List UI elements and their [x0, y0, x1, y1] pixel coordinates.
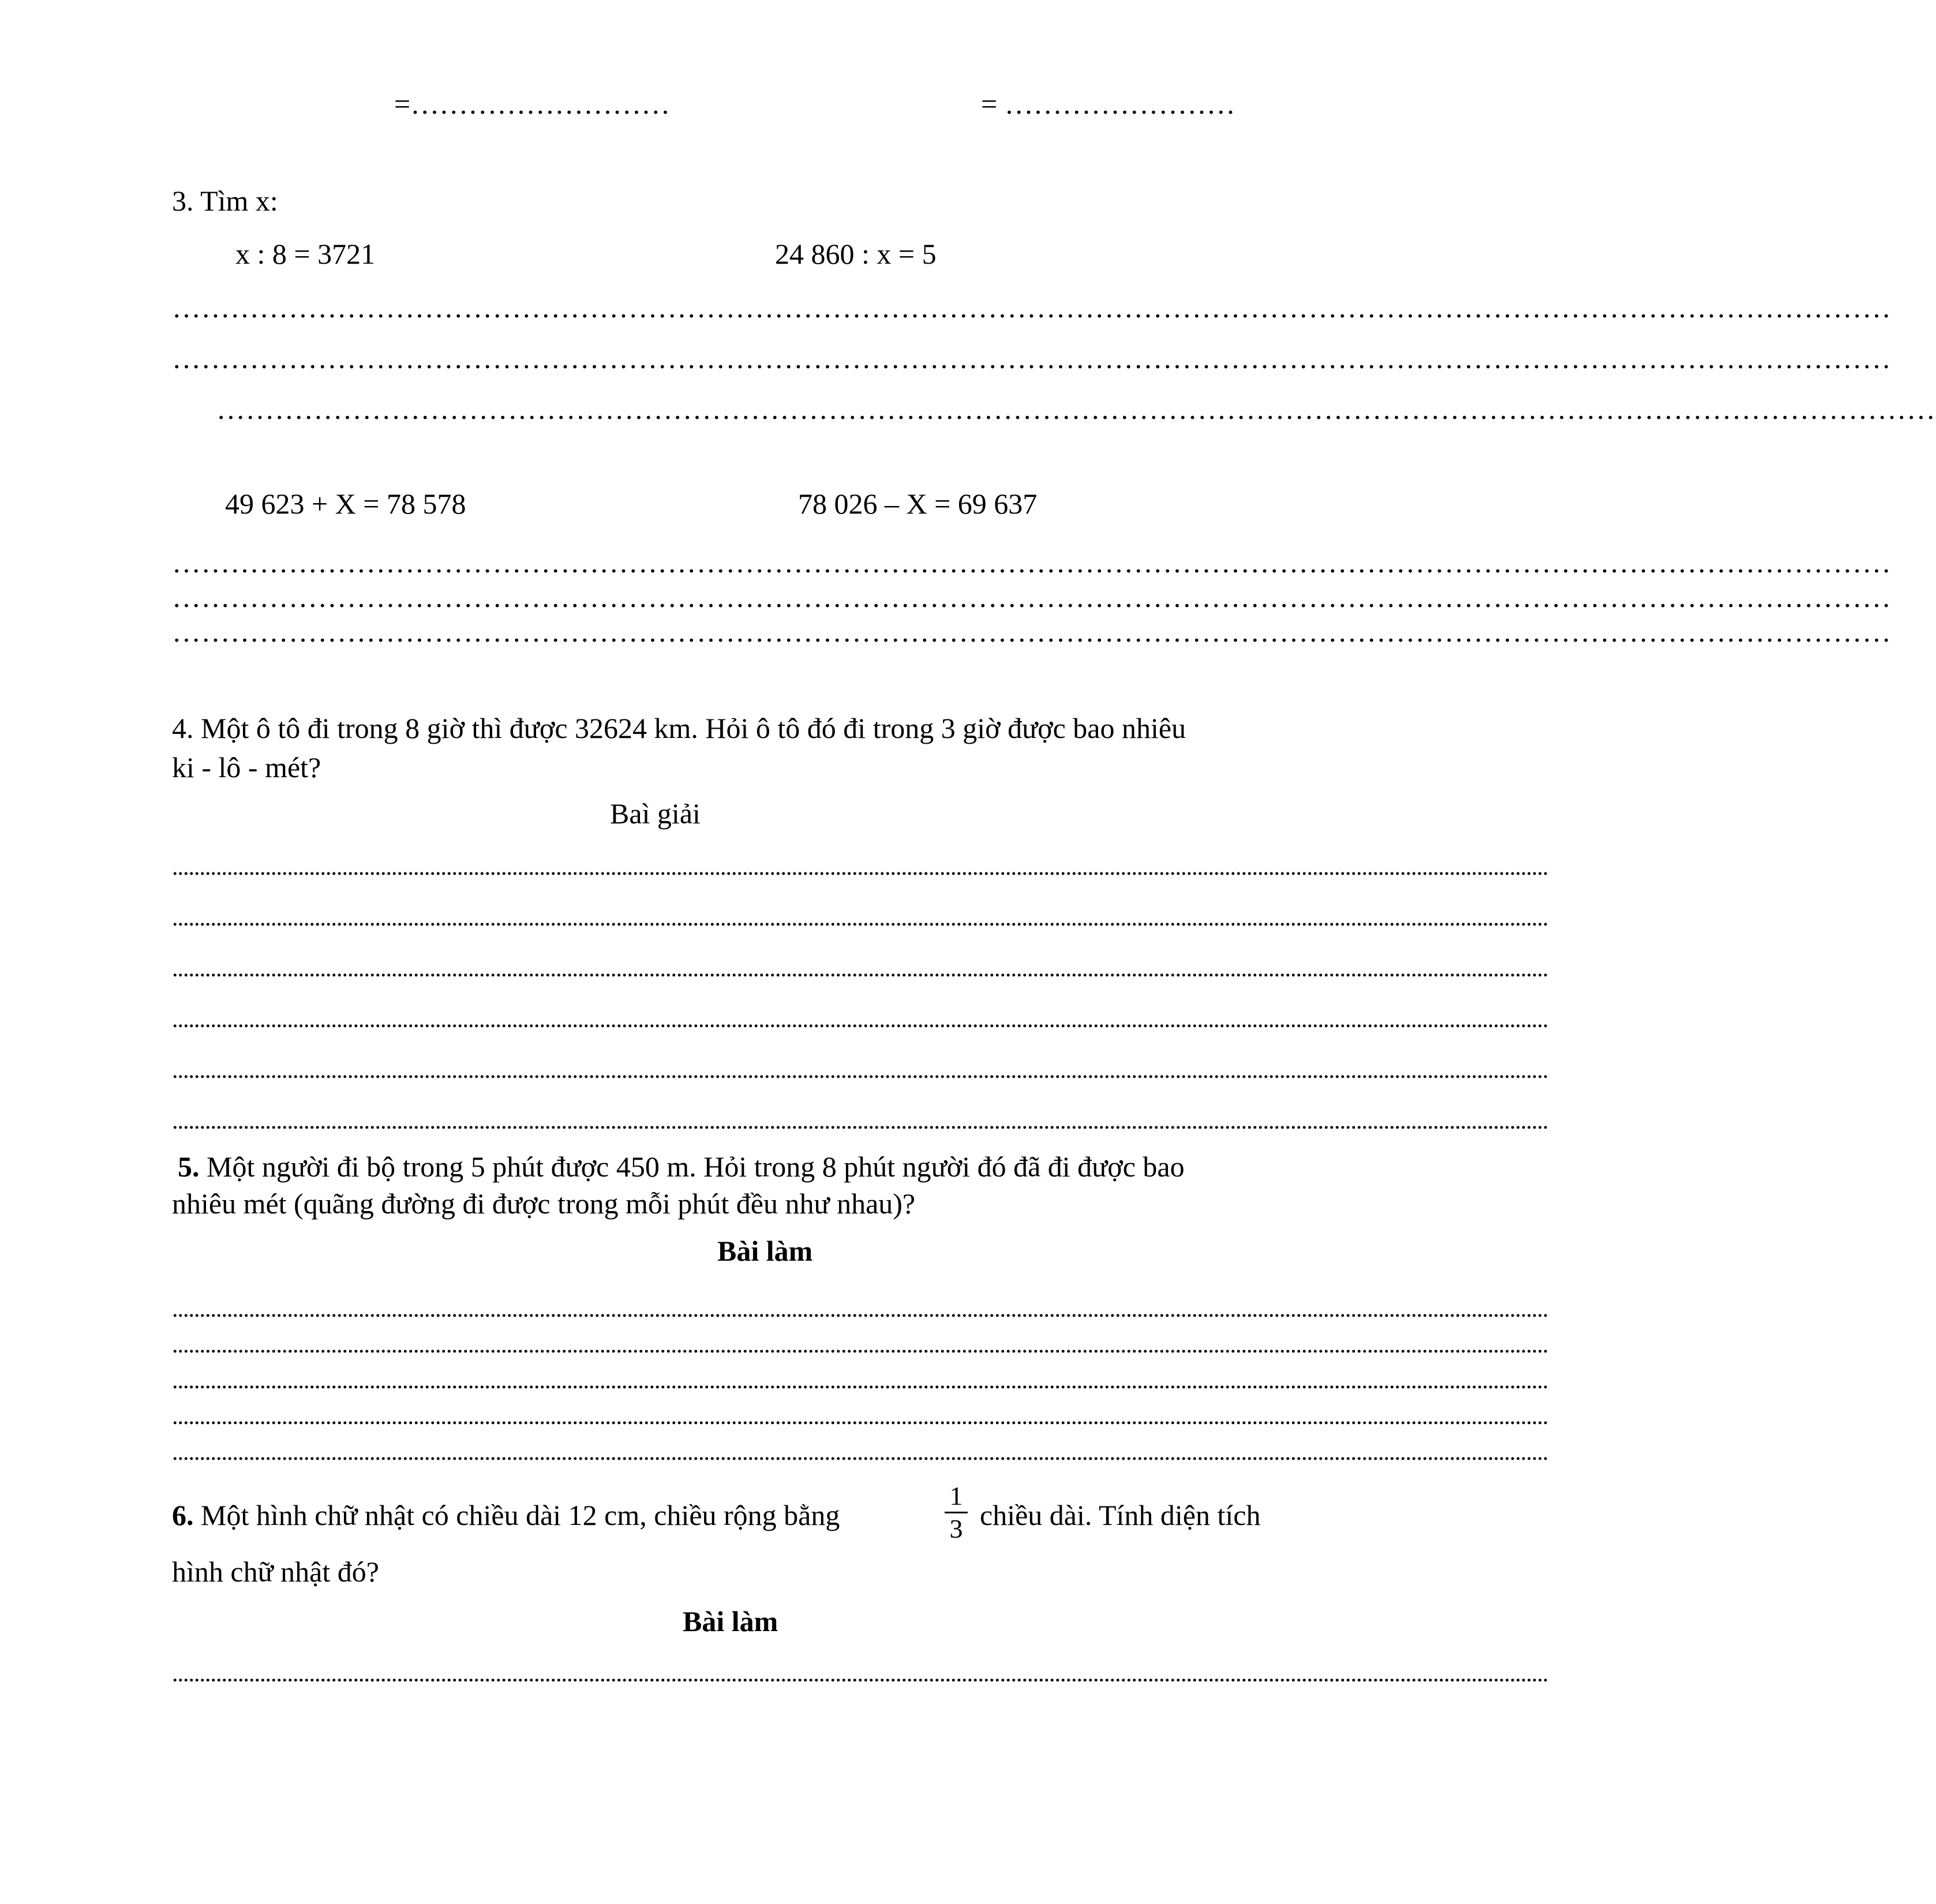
q3-title: 3. Tìm x:	[172, 185, 278, 217]
answer-line: ...........................................................................................................................................................................................................................................................	[172, 1661, 1548, 1687]
q6-heading: Bài làm	[683, 1605, 778, 1637]
answer-line: ...........................................................................................................................................................................................................................................................	[172, 1108, 1548, 1134]
answer-line: ……………………………………………………………………………………………………………………………………………………………	[216, 393, 1936, 425]
q3-equation-3: 49 623 + X = 78 578	[225, 488, 466, 520]
fraction-one-third	[945, 1482, 968, 1543]
q6-number: 6.	[172, 1499, 194, 1531]
answer-line: ...........................................................................................................................................................................................................................................................	[172, 955, 1548, 982]
q5-number: 5.	[178, 1150, 200, 1183]
q6-text-line-2: hình chữ nhật đó?	[172, 1556, 379, 1588]
q3-equation-2: 24 860 : x = 5	[775, 238, 937, 270]
q3-equation-1: x : 8 = 3721	[235, 238, 376, 270]
q5-text-line-1	[178, 1149, 1185, 1184]
answer-line: ...........................................................................................................................................................................................................................................................	[172, 1332, 1548, 1358]
answer-line: ...........................................................................................................................................................................................................................................................	[172, 854, 1548, 880]
answer-line: ...........................................................................................................................................................................................................................................................	[172, 1367, 1548, 1394]
answer-line: ...........................................................................................................................................................................................................................................................	[172, 1439, 1548, 1466]
q4-text-line-1: 4. Một ô tô đi trong 8 giờ thì được 32624 km. Hỏi ô tô đó đi trong 3 giờ được bao nhiêu	[172, 712, 1186, 744]
fraction-numerator: 1	[949, 1481, 963, 1511]
answer-line: ……………………………………………………………………………………………………………………………………………………………	[172, 616, 1892, 648]
q6-text-line-1b: chiều dài. Tính diện tích	[980, 1499, 1261, 1531]
q5-heading: Bài làm	[717, 1235, 813, 1267]
q3-equation-4: 78 026 – X = 69 637	[798, 488, 1038, 520]
q5-text: Một người đi bộ trong 5 phút được 450 m. Hỏi trong 8 phút người đó đã đi được bao	[199, 1150, 1185, 1183]
q6-text-line-1a	[172, 1498, 840, 1532]
fraction-denominator: 3	[949, 1514, 963, 1543]
answer-line: ……………………………………………………………………………………………………………………………………………………………	[172, 291, 1892, 324]
fraction-bar	[945, 1512, 968, 1513]
answer-line: ...........................................................................................................................................................................................................................................................	[172, 1403, 1548, 1430]
answer-line: ...........................................................................................................................................................................................................................................................	[172, 905, 1548, 931]
answer-line: ……………………………………………………………………………………………………………………………………………………………	[172, 581, 1892, 613]
q6-text: Một hình chữ nhật có chiều dài 12 cm, chiều rộng bằng	[193, 1499, 840, 1531]
answer-line: ...........................................................................................................................................................................................................................................................	[172, 1006, 1548, 1033]
q4-heading: Baì giải	[610, 797, 701, 830]
answer-line: ……………………………………………………………………………………………………………………………………………………………	[172, 546, 1892, 579]
blank-answer-1: =………………………	[394, 88, 671, 120]
q5-text-line-2: nhiêu mét (quãng đường đi được trong mỗi phút đều như nhau)?	[172, 1187, 916, 1220]
answer-line: ...........................................................................................................................................................................................................................................................	[172, 1296, 1548, 1322]
blank-answer-2: = ……………………	[981, 88, 1235, 120]
answer-line: ……………………………………………………………………………………………………………………………………………………………	[172, 342, 1892, 374]
q4-text-line-2: ki - lô - mét?	[172, 751, 321, 784]
answer-line: ...........................................................................................................................................................................................................................................................	[172, 1057, 1548, 1084]
